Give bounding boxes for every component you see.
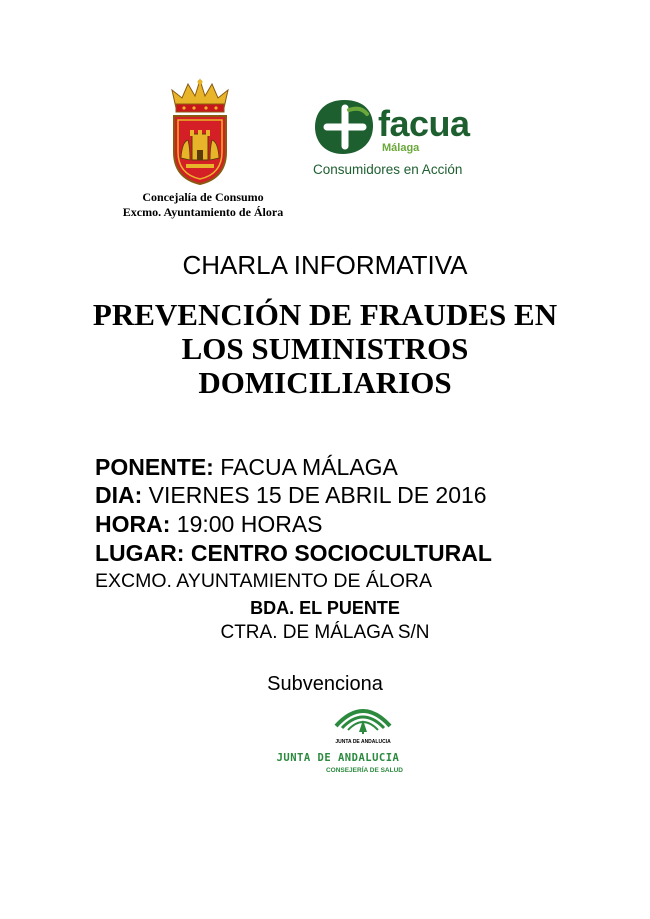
subvenciona-label: Subvenciona bbox=[267, 673, 383, 695]
dia-value: VIERNES 15 DE ABRIL DE 2016 bbox=[142, 482, 487, 508]
concejalia-line1: Concejalía de Consumo bbox=[142, 190, 264, 204]
event-title bbox=[40, 298, 610, 400]
lugar-label: LUGAR: bbox=[95, 540, 185, 566]
facua-city-label: Málaga bbox=[382, 142, 420, 154]
event-title-line1: PREVENCIÓN DE FRAUDES EN bbox=[92, 297, 558, 332]
event-title-line2: LOS SUMINISTROS bbox=[181, 331, 469, 366]
concejalia-line2: Excmo. Ayuntamiento de Álora bbox=[122, 205, 284, 219]
lugar-value: CENTRO SOCIOCULTURAL bbox=[184, 540, 492, 566]
junta-name-label: JUNTA DE ANDALUCIA bbox=[276, 752, 400, 764]
hora-value: 19:00 HORAS bbox=[170, 511, 323, 537]
dia-label: DIA: bbox=[95, 482, 143, 508]
coat-of-arms-icon bbox=[168, 78, 232, 186]
lugar-address-line4: CTRA. DE MÁLAGA S/N bbox=[220, 622, 430, 643]
event-title-line3: DOMICILIARIOS bbox=[198, 365, 452, 400]
facua-tagline: Consumidores en Acción bbox=[313, 162, 463, 177]
concejalia-block bbox=[98, 190, 308, 220]
lugar-address-line3: BDA. EL PUENTE bbox=[250, 598, 400, 618]
junta-small-label: JUNTA DE ANDALUCIA bbox=[335, 739, 391, 745]
hora-label: HORA: bbox=[95, 511, 171, 537]
facua-wordmark: facua bbox=[378, 103, 470, 144]
lugar-address-line2: EXCMO. AYUNTAMIENTO DE ÁLORA bbox=[95, 570, 432, 592]
lugar-line bbox=[95, 540, 492, 567]
ponente-line bbox=[95, 454, 398, 481]
ponente-value: FACUA MÁLAGA bbox=[213, 454, 398, 480]
junta-andalucia-logo-icon bbox=[330, 700, 396, 746]
consejeria-label: CONSEJERÍA DE SALUD bbox=[325, 767, 403, 774]
facua-logo-icon bbox=[313, 98, 375, 156]
event-type-heading: CHARLA INFORMATIVA bbox=[182, 250, 468, 280]
dia-line bbox=[95, 482, 487, 509]
ponente-label: PONENTE: bbox=[95, 454, 214, 480]
hora-line bbox=[95, 511, 323, 538]
